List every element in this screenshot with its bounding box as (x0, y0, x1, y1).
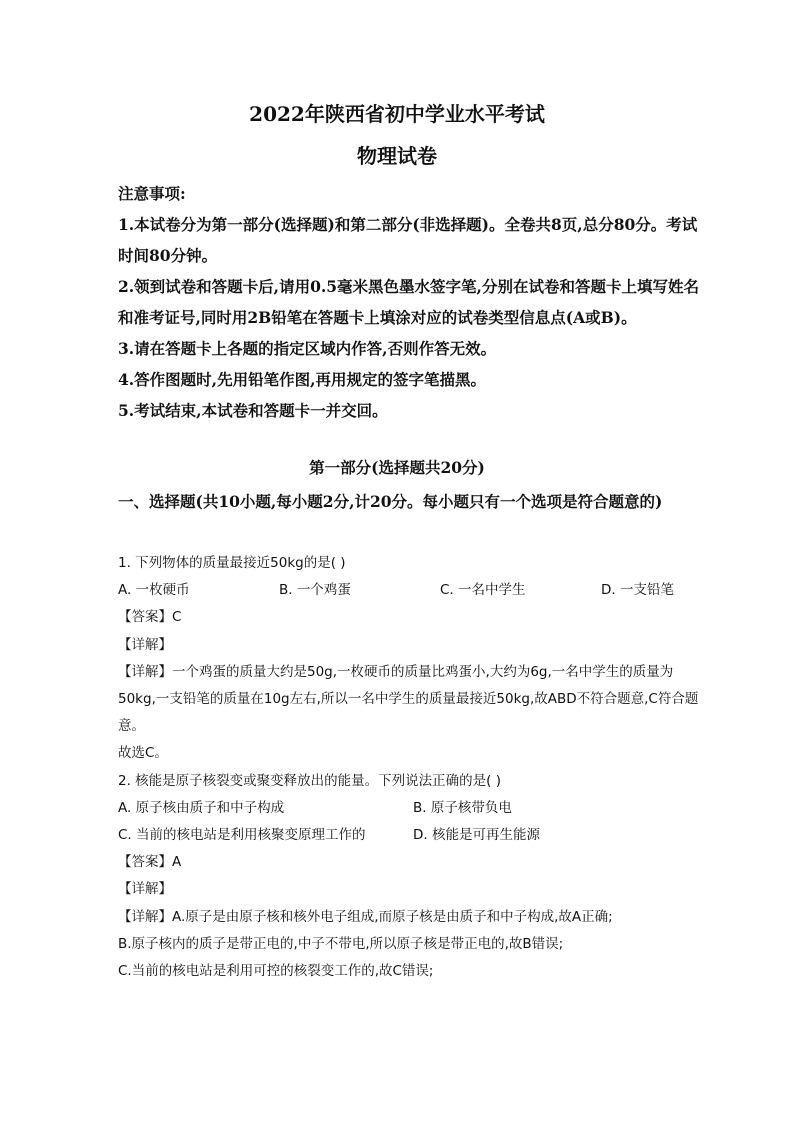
notes-item-4: 4.答作图题时,先用铅笔作图,再用规定的签字笔描黑。 (118, 370, 486, 389)
q2-answer: 【答案】A (118, 854, 182, 871)
q1-options (118, 577, 708, 604)
notes-item-1: 1.本试卷分为第一部分(选择题)和第二部分(非选择题)。全卷共8页,总分80分。考试时间80分钟。 (118, 215, 698, 265)
q1-stem: 1. 下列物体的质量最接近50kg的是( ) (118, 555, 346, 571)
q1-detail-heading: 【详解】 (118, 636, 172, 653)
q2-detail-line-3: C.当前的核电站是利用可控的核裂变工作的,故C错误; (118, 963, 434, 980)
q1-option-b: B. 一个鸡蛋 (279, 582, 351, 599)
q2-stem: 2. 核能是原子核裂变或聚变释放出的能量。下列说法正确的是( ) (118, 772, 501, 789)
q1-option-d: D. 一支铅笔 (601, 582, 674, 599)
q1-answer: 【答案】C (118, 609, 182, 626)
q1-conclusion: 故选C。 (118, 745, 168, 762)
q2-options-row-1 (118, 795, 708, 822)
notes-item-5: 5.考试结束,本试卷和答题卡一并交回。 (118, 401, 388, 420)
q2-detail-line-2: B.原子核内的质子是带正电的,中子不带电,所以原子核是带正电的,故B错误; (118, 935, 564, 952)
q1-option-c: C. 一名中学生 (440, 582, 526, 599)
notes-block (118, 178, 708, 426)
q2-detail-heading: 【详解】 (118, 881, 172, 898)
questions-body (118, 550, 708, 985)
notes-item-3: 3.请在答题卡上各题的指定区域内作答,否则作答无效。 (118, 339, 497, 358)
q1-detail: 【详解】一个鸡蛋的质量大约是50g,一枚硬币的质量比鸡蛋小,大约为6g,一名中学生的质量为50kg,一支铅笔的质量在10g左右,所以一名中学生的质量最接近50kg,故ABD不符合题意,C符合题意。 (118, 663, 699, 735)
exam-title: 2022年陕西省初中学业水平考试 (249, 102, 545, 126)
q1-option-a: A. 一枚硬币 (118, 582, 190, 599)
q2-option-d: D. 核能是可再生能源 (413, 827, 540, 844)
notes-item-2: 2.领到试卷和答题卡后,请用0.5毫米黑色墨水签字笔,分别在试卷和答题卡上填写姓名和准考证号,同时用2B铅笔在答题卡上填涂对应的试卷类型信息点(A或B)。 (118, 277, 699, 327)
exam-subtitle: 物理试卷 (357, 144, 437, 168)
q2-options-row-2 (118, 822, 708, 849)
part-heading: 第一部分(选择题共20分) (309, 458, 485, 477)
q2-option-c: C. 当前的核电站是利用核聚变原理工作的 (118, 827, 366, 844)
q2-option-a: A. 原子核由质子和中子构成 (118, 799, 285, 816)
q2-option-b: B. 原子核带负电 (413, 799, 512, 816)
section-heading: 一、选择题(共10小题,每小题2分,计20分。每小题只有一个选项是符合题意的) (118, 492, 663, 511)
notes-heading: 注意事项: (118, 184, 186, 203)
q2-detail-line-1: 【详解】A.原子是由原子核和核外电子组成,而原子核是由质子和中子构成,故A正确; (118, 908, 613, 925)
